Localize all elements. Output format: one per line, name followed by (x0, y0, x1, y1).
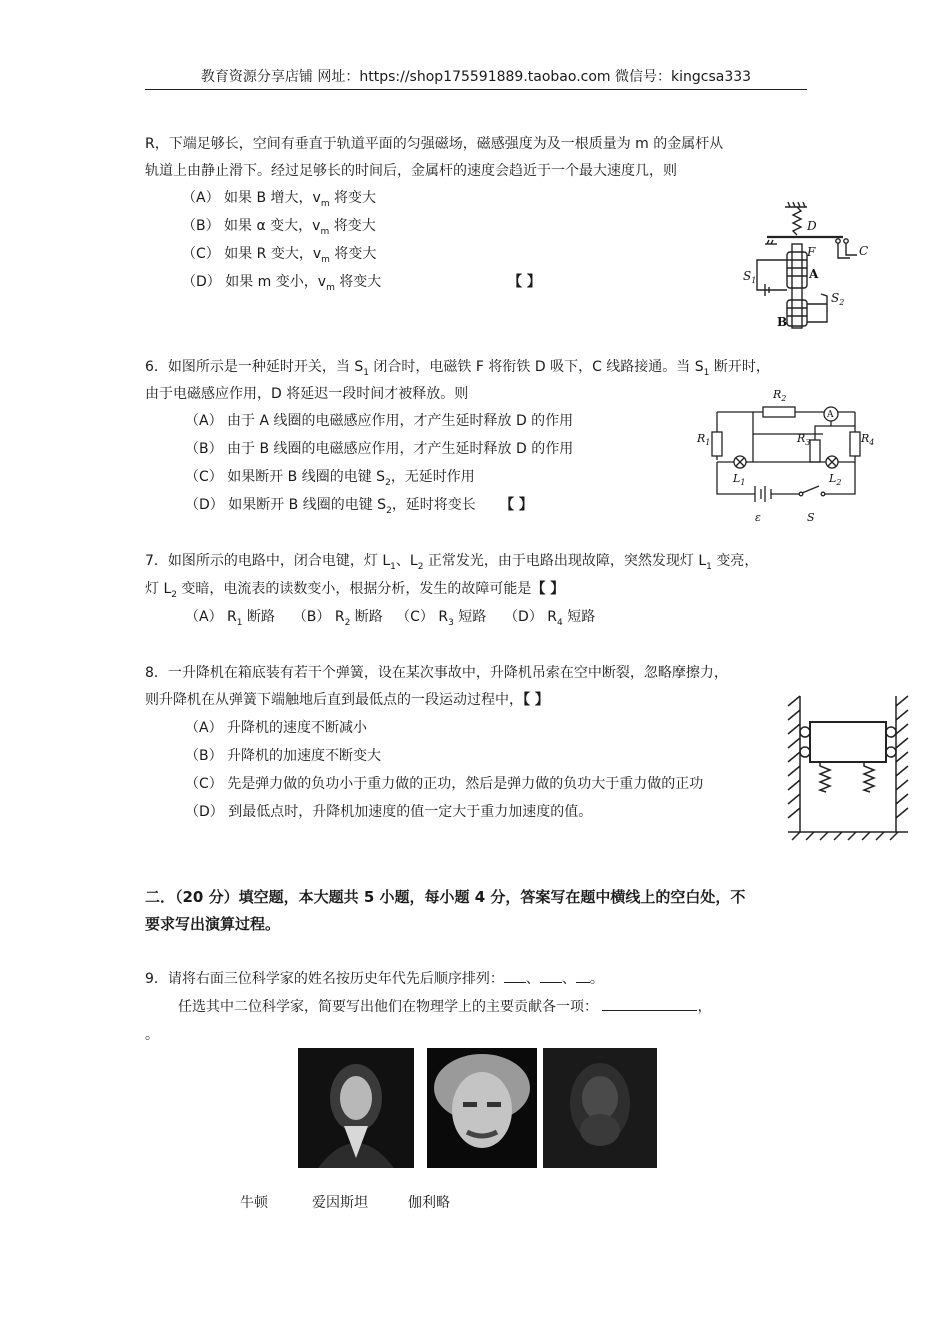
q6-option-c: （C） 如果断开 B 线圈的电键 $S_2$，无延时作用 (185, 469, 475, 488)
q9-blank-3[interactable] (576, 969, 590, 983)
q6-option-d: （D） 如果断开 B 线圈的电键 $S_2$，延时将变长 (185, 497, 476, 516)
section-2-heading-line1: 二．（20 分）填空题，本大题共 5 小题，每小题 4 分，答案写在题中横线上的空白处，不 (145, 888, 746, 906)
relay-label-c: C (859, 244, 869, 258)
section-2-heading-line2: 要求写出演算过程。 (145, 915, 281, 933)
portrait-newton (298, 1048, 414, 1168)
q6-line2: 由于电磁感应作用，D 将延迟一段时间才被释放。则 (145, 386, 469, 402)
portrait-galileo (543, 1048, 657, 1168)
circuit-label-r2: $R_2$ (773, 388, 787, 403)
q5-answer-bracket: 【 】 (508, 274, 541, 290)
circuit-figure (695, 382, 875, 527)
q9-line2: 任选其中二位科学家，简要写出他们在物理学上的主要贡献各一项： ， (178, 999, 712, 1015)
elevator-spring-figure (786, 692, 912, 842)
circuit-label-l1: $L_1$ (733, 472, 746, 487)
q5-option-b: （B） 如果 α 变大，$v_m$ 将变大 (182, 218, 376, 237)
relay-label-s2: $S_2$ (831, 291, 845, 307)
portrait-einstein (427, 1048, 537, 1168)
relay-label-f: F (807, 245, 816, 259)
q8-option-c: （C） 先是弹力做的负功小于重力做的正功，然后是弹力做的负功大于重力做的正功 (185, 776, 704, 792)
q9-blank-1[interactable] (504, 969, 526, 983)
caption-einstein: 爱因斯坦 (312, 1195, 368, 1211)
q8-line2: 则升降机在从弹簧下端触地后直到最低点的一段运动过程中，【 】 (145, 692, 549, 708)
q6-option-b: （B） 由于 B 线圈的电磁感应作用，才产生延时释放 D 的作用 (185, 441, 574, 457)
caption-galileo: 伽利略 (408, 1195, 450, 1211)
q7-line1: 7．如图所示的电路中，闭合电键，灯 $L_1$、$L_2$ 正常发光，由于电路出现故障，突然发现灯 $L_1$ 变亮， (145, 553, 759, 572)
circuit-label-r3: $R_3$ (797, 432, 811, 447)
circuit-label-emf: ε (755, 511, 761, 524)
circuit-label-ammeter: A (827, 410, 834, 420)
q8-option-b: （B） 升降机的加速度不断变大 (185, 748, 382, 764)
caption-newton: 牛顿 (240, 1195, 268, 1211)
q9-blank-4[interactable] (602, 997, 697, 1011)
q9-line1: 9．请将右面三位科学家的姓名按历史年代先后顺序排列： 、 、 。 (145, 971, 604, 987)
q5-line1: R，下端足够长，空间有垂直于轨道平面的匀强磁场，磁感强度为及一根质量为 m 的金属杆从 (145, 136, 724, 152)
relay-switch-figure (735, 200, 885, 335)
q6-option-a: （A） 由于 A 线圈的电磁感应作用，才产生延时释放 D 的作用 (185, 413, 574, 429)
q7-options: （A） $R_1$ 断路 （B） $R_2$ 断路 （C） $R_3$ 短路 （D） $R_4$ 短路 (185, 609, 596, 628)
circuit-label-switch: S (807, 511, 815, 524)
q5-option-c: （C） 如果 R 变大，$v_m$ 将变大 (182, 246, 377, 265)
q5-option-d: （D） 如果 m 变小，$v_m$ 将变大 (182, 274, 382, 293)
q8-option-a: （A） 升降机的速度不断减小 (185, 720, 368, 736)
q6-answer-bracket: 【 】 (500, 497, 533, 513)
q5-option-a: （A） 如果 B 增大，$v_m$ 将变大 (182, 190, 377, 209)
relay-label-s1: $S_1$ (743, 269, 757, 285)
circuit-label-l2: $L_2$ (829, 472, 842, 487)
q7-line2: 灯 $L_2$ 变暗，电流表的读数变小，根据分析，发生的故障可能是【 】 (145, 581, 565, 600)
page-header: 教育资源分享店铺 网址：https://shop175591889.taobao.com 微信号：kingcsa333 (200, 69, 752, 85)
relay-label-b: B (777, 315, 788, 329)
header-rule (145, 89, 807, 90)
q8-line1: 8．一升降机在箱底装有若干个弹簧，设在某次事故中，升降机吊索在空中断裂，忽略摩擦力， (145, 665, 728, 681)
q9-line3: 。 (145, 1027, 159, 1043)
q9-blank-2[interactable] (540, 969, 562, 983)
q6-line1: 6．如图所示是一种延时开关，当 $S_1$ 闭合时，电磁铁 F 将衔铁 D 吸下，C 线路接通。当 $S_1$ 断开时， (145, 359, 770, 378)
circuit-label-r1: $R_1$ (697, 432, 711, 447)
circuit-label-r4: $R_4$ (861, 432, 875, 447)
relay-label-d: D (807, 219, 817, 233)
relay-label-a: A (809, 267, 819, 281)
q8-option-d: （D） 到最低点时，升降机加速度的值一定大于重力加速度的值。 (185, 804, 593, 820)
q5-line2: 轨道上由静止滑下。经过足够长的时间后，金属杆的速度会趋近于一个最大速度几，则 (145, 163, 677, 179)
